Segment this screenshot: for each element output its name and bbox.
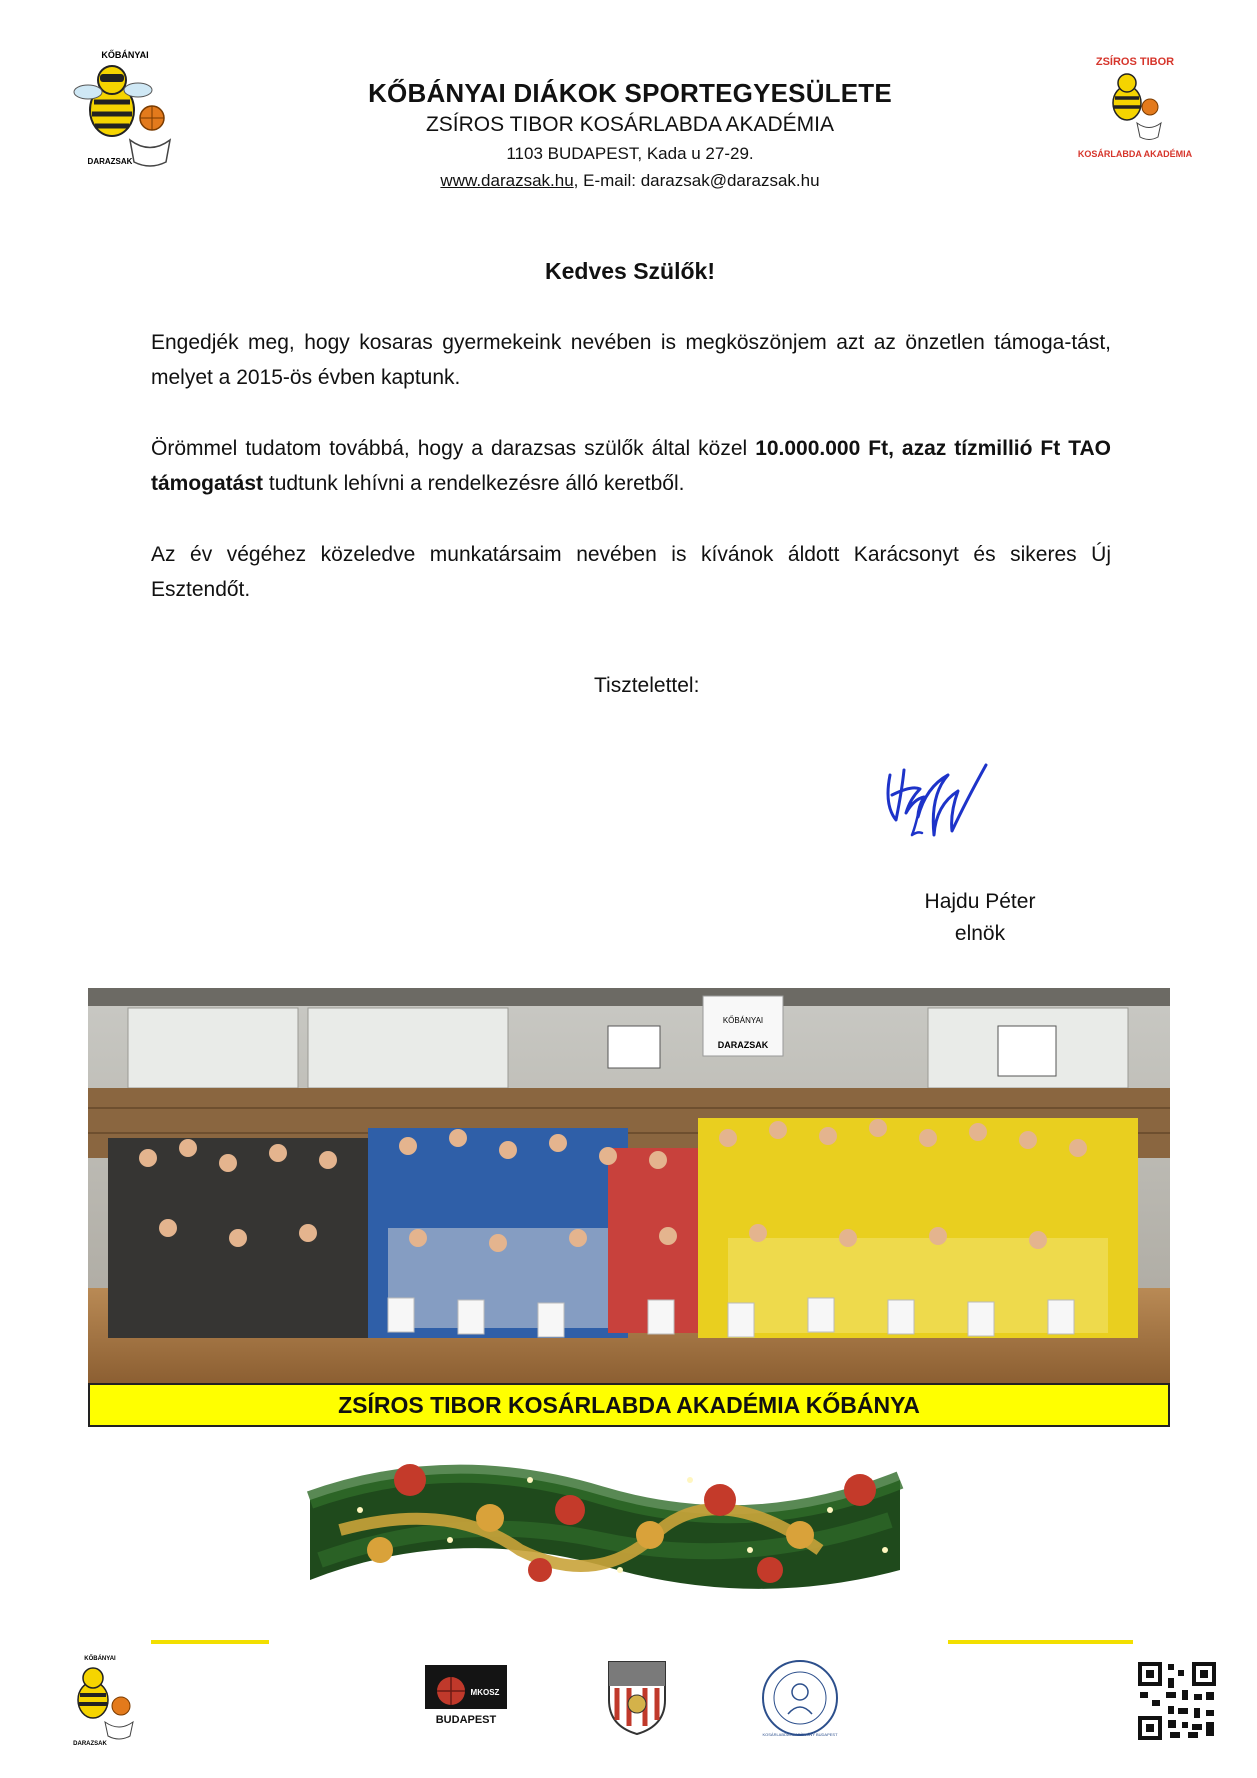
darazsak-logo-left: [60, 40, 190, 175]
p2-before: Örömmel tudatom továbbá, hogy a darazsas szülők által közel: [151, 437, 756, 460]
wall-logo-text: DARAZSAK: [717, 1040, 769, 1050]
paragraph-tao-support: [151, 431, 1111, 501]
footer-logo4-text: KOSÁRLABDA ALAPÍTVÁNY BUDAPEST: [762, 1732, 838, 1737]
qr-code: [1136, 1660, 1218, 1742]
closing: Tisztelettel:: [594, 674, 700, 697]
footer-darazsak-logo: [55, 1650, 145, 1750]
footer-logo1-bottom: DARAZSAK: [73, 1741, 107, 1747]
accent-line-right: [948, 1640, 1133, 1644]
wall-logo-top: KŐBÁNYAI: [722, 1016, 764, 1025]
paragraph-greetings: Az év végéhez közeledve munkatársaim nevében is kívánok áldott Karácsonyt és sikeres Új Esztendőt.: [151, 543, 1111, 601]
logo-left-bottom-text: DARAZSAK: [87, 157, 133, 166]
team-photo: [88, 988, 1170, 1383]
academy-banner: ZSÍROS TIBOR KOSÁRLABDA AKADÉMIA KŐBÁNYA: [88, 1383, 1170, 1427]
footer-logo2-top: MKOSZ: [470, 1688, 500, 1697]
p2-after: tudtunk lehívni a rendelkezésre álló keretből.: [263, 472, 685, 495]
salutation: Kedves Szülők!: [545, 258, 715, 284]
paragraph-thanks: Engedjék meg, hogy kosaras gyermekeink nevében is megköszönjem azt az önzetlen támoga-tást, melyet a 2015-ös évben kaptunk.: [151, 331, 1111, 389]
signer-name: Hajdu Péter: [924, 890, 1036, 913]
signature: [880, 735, 1040, 865]
org-title: KŐBÁNYAI DIÁKOK SPORTEGYESÜLETE: [368, 78, 892, 108]
christmas-garland: [300, 1440, 910, 1610]
footer-logo1-top: KŐBÁNYAI: [84, 1656, 116, 1662]
zsiros-tibor-logo-right: [1075, 45, 1195, 165]
footer-budapest-logo: [425, 1665, 507, 1727]
accent-line-left: [151, 1640, 269, 1644]
signer-role: elnök: [954, 922, 1006, 945]
email-text: , E-mail: darazsak@darazsak.hu: [573, 171, 820, 190]
org-subtitle: ZSÍROS TIBOR KOSÁRLABDA AKADÉMIA: [425, 113, 835, 136]
logo-right-bottom-text: KOSÁRLABDA AKADÉMIA: [1077, 149, 1193, 159]
footer-foundation-logo: [760, 1658, 840, 1738]
org-address: 1103 BUDAPEST, Kada u 27-29.: [506, 144, 754, 163]
p2-bold: 10.000.000 Ft, azaz tízmillió Ft TAO támogatást: [151, 437, 1112, 495]
footer-logo2-bottom: BUDAPEST: [435, 1714, 497, 1726]
logo-left-top-text: KŐBÁNYAI: [101, 50, 149, 60]
logo-right-top-text: ZSÍROS TIBOR: [1095, 56, 1175, 68]
org-contact: [300, 171, 960, 191]
website-link[interactable]: www.darazsak.hu: [440, 171, 574, 190]
footer-coat-of-arms: [605, 1658, 669, 1736]
